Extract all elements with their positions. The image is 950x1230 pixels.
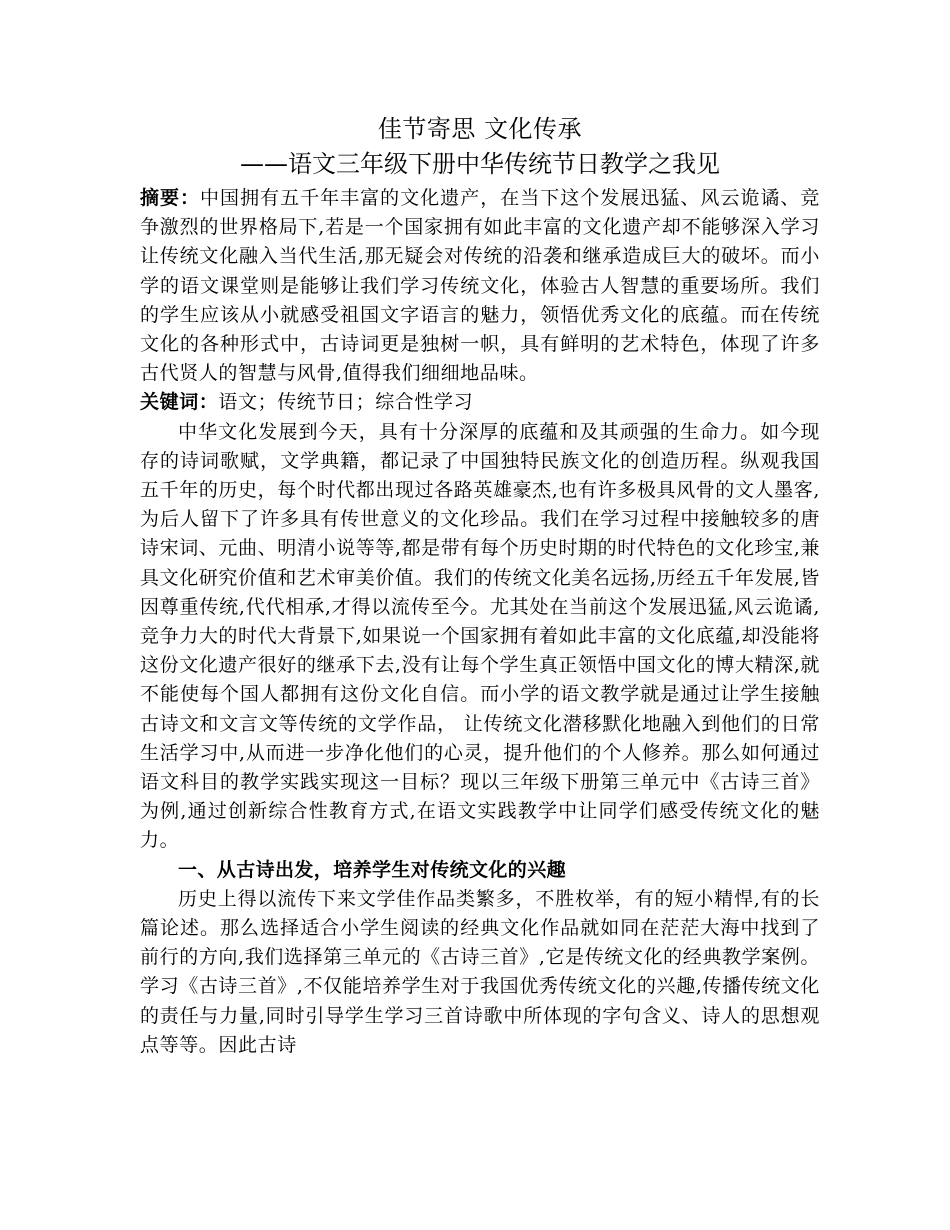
document-body: [140, 112, 820, 1060]
section-paragraph: 历史上得以流传下来文学佳作品类繁多，不胜枚举，有的短小精悍,有的长篇论述。那么选择适合小学生阅读的经典文化作品就如同在茫茫大海中找到了前行的方向,我们选择第三单元的《古诗三首》,它是传统文化的经典教学案例。学习《古诗三首》,不仅能培养学生对于我国优秀传统文化的兴趣,传播传统文化的责任与力量,同时引导学生学习三首诗歌中所体现的字句含义、诗人的思想观点等等。因此古诗: [140, 887, 820, 1056]
keywords-paragraph: [140, 388, 820, 417]
document-subtitle: ——语文三年级下册中华传统节日教学之我见: [240, 150, 720, 178]
intro-paragraph: 中华文化发展到今天，具有十分深厚的底蕴和及其顽强的生命力。如今现存的诗词歌赋，文学典籍，都记录了中国独特民族文化的创造历程。纵观我国五千年的历史，每个时代都出现过各路英雄豪杰,也有许多极具风骨的文人墨客,为后人留下了许多具有传世意义的文化珍品。我们在学习过程中接触较多的唐诗宋词、元曲、明清小说等等,都是带有每个历史时期的时代特色的文化珍宝,兼具文化研究价值和艺术审美价值。我们的传统文化美名远扬,历经五千年发展,皆因尊重传统,代代相承,才得以流传至今。尤其处在当前这个发展迅猛,风云诡谲,竞争力大的时代大背景下,如果说一个国家拥有着如此丰富的文化底蕴,却没能将这份文化遗产很好的继承下去,没有让每个学生真正领悟中国文化的博大精深,就不能使每个国人都拥有这份文化自信。而小学的语文教学就是通过让学生接触古诗文和文言文等传统的文学作品， 让传统文化潜移默化地融入到他们的日常生活学习中,从而进一步净化他们的心灵，提升他们的个人修养。那么如何通过语文科目的教学实践实现这一目标？现以三年级下册第三单元中《古诗三首》为例,通过创新综合性教育方式,在语文实践教学中让同学们感受传统文化的魅力。: [140, 420, 820, 852]
document-title: 佳节寄思 文化传承: [377, 115, 583, 143]
section-heading: 一、从古诗出发，培养学生对传统文化的兴趣: [178, 858, 567, 881]
keywords-label: 关键词：: [140, 391, 219, 414]
abstract-paragraph: [140, 184, 820, 388]
abstract-label: 摘要：: [140, 187, 201, 209]
keywords-text: 语文；传统节日；综合性学习: [218, 391, 474, 414]
abstract-text: 中国拥有五千年丰富的文化遗产，在当下这个发展迅猛、风云诡谲、竞争激烈的世界格局下,若是一个国家拥有如此丰富的文化遗产却不能够深入学习让传统文化融入当代生活,那无疑会对传统的沿袭和继承造成巨大的破坏。而小学的语文课堂则是能够让我们学习传统文化，体验古人智慧的重要场所。我们的学生应该从小就感受祖国文字语言的魅力，领悟优秀文化的底蕴。而在传统文化的各种形式中，古诗词更是独树一帜，具有鲜明的艺术特色，体现了许多古代贤人的智慧与风骨,值得我们细细地品味。: [140, 187, 820, 385]
